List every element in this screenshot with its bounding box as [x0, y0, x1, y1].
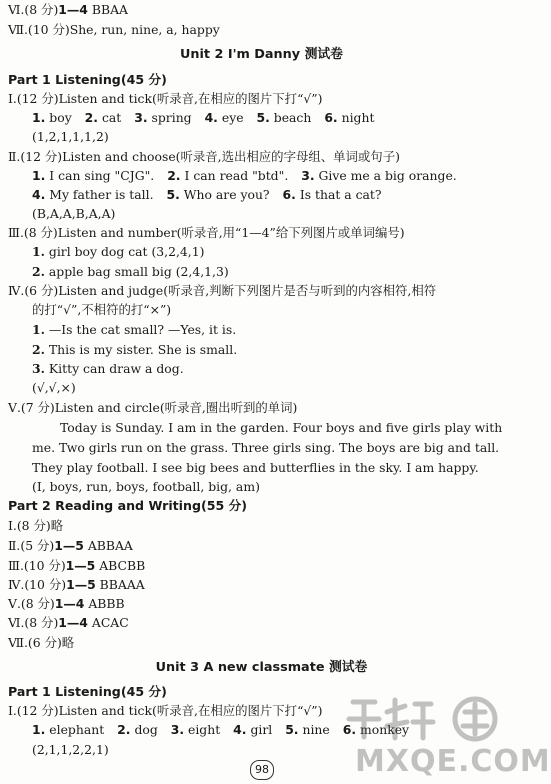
item-row: 3. Kitty can draw a dog. — [32, 361, 184, 376]
answer-line: Ⅵ.(8 分)1—4 ACAC — [8, 615, 129, 630]
question-heading: Ⅱ.(12 分)Listen and choose(听录音,选出相应的字母组、单词或句子) — [8, 149, 400, 164]
item-row: 1. elephant 2. dog 3. eight 4. girl 5. nine 6. monkey — [32, 722, 410, 737]
part-2-heading: Part 2 Reading and Writing(55 分) — [8, 498, 247, 513]
item-row: 4. My father is tall. 5. Who are you? 6. Is that a cat? — [32, 187, 382, 202]
item-row: 1. boy 2. cat 3. spring 4. eye 5. beach 6. night — [32, 110, 375, 125]
item-row: 2. apple bag small big (2,4,1,3) — [32, 264, 229, 279]
unit-3-title: Unit 3 A new classmate 测试卷 — [155, 660, 368, 675]
answer-line: (2,1,1,2,2,1) — [32, 742, 109, 757]
answer-line: Ⅳ.(10 分)1—5 BBAAA — [8, 577, 145, 592]
answer-line: Ⅰ.(8 分)略 — [8, 518, 64, 533]
passage-line: Today is Sunday. I am in the garden. Four boys and five girls play with — [60, 420, 503, 435]
page-number: 98 — [250, 760, 274, 780]
answer-line: Ⅶ.(10 分)She, run, nine, a, happy — [8, 22, 220, 37]
item-row: 1. —Is the cat small? —Yes, it is. — [32, 322, 237, 337]
part-1-heading: Part 1 Listening(45 分) — [8, 72, 167, 87]
watermark — [335, 692, 551, 782]
unit-2-title: Unit 2 I'm Danny 测试卷 — [180, 47, 343, 62]
part-1-heading: Part 1 Listening(45 分) — [8, 684, 167, 699]
question-heading-cont: 的打“√”,不相符的打“×”) — [32, 302, 172, 317]
passage-line: me. Two girls run on the grass. Three girls sing. The boys are big and tall. — [32, 440, 500, 455]
watermark-text: MXQE.COM — [355, 744, 551, 779]
answer-line: Ⅶ.(6 分)略 — [8, 635, 75, 650]
answer-line: Ⅱ.(5 分)1—5 ABBAA — [8, 538, 133, 553]
question-heading: Ⅰ.(12 分)Listen and tick(听录音,在相应的图片下打“√”) — [8, 703, 323, 718]
answer-line: (1,2,1,1,1,2) — [32, 129, 109, 144]
answer-line: Ⅲ.(10 分)1—5 ABCBB — [8, 558, 146, 573]
answer-line: (B,A,A,B,A,A) — [32, 206, 116, 221]
answer-line: Ⅵ.(8 分)1—4 BBAA — [8, 2, 128, 17]
question-heading: Ⅲ.(8 分)Listen and number(听录音,用“1—4”给下列图片或单词编号) — [8, 225, 405, 240]
passage-line: They play football. I see big bees and butterflies in the sky. I am happy. — [32, 460, 479, 475]
question-heading: Ⅴ.(7 分)Listen and circle(听录音,圈出听到的单词) — [8, 400, 298, 415]
item-row: 1. I can sing "CJG". 2. I can read "btd". 3. Give me a big orange. — [32, 168, 457, 183]
question-heading: Ⅳ.(6 分)Listen and judge(听录音,判断下列图片是否与听到的内容相符,相符 — [8, 283, 437, 298]
answer-line: Ⅴ.(8 分)1—4 ABBB — [8, 596, 125, 611]
answer-line: (√,√,×) — [32, 380, 76, 395]
item-row: 1. girl boy dog cat (3,2,4,1) — [32, 244, 205, 259]
answer-line: (I, boys, run, boys, football, big, am) — [32, 479, 260, 494]
watermark-logo-icon — [335, 692, 520, 747]
item-row: 2. This is my sister. She is small. — [32, 342, 238, 357]
question-heading: Ⅰ.(12 分)Listen and tick(听录音,在相应的图片下打“√”) — [8, 91, 323, 106]
